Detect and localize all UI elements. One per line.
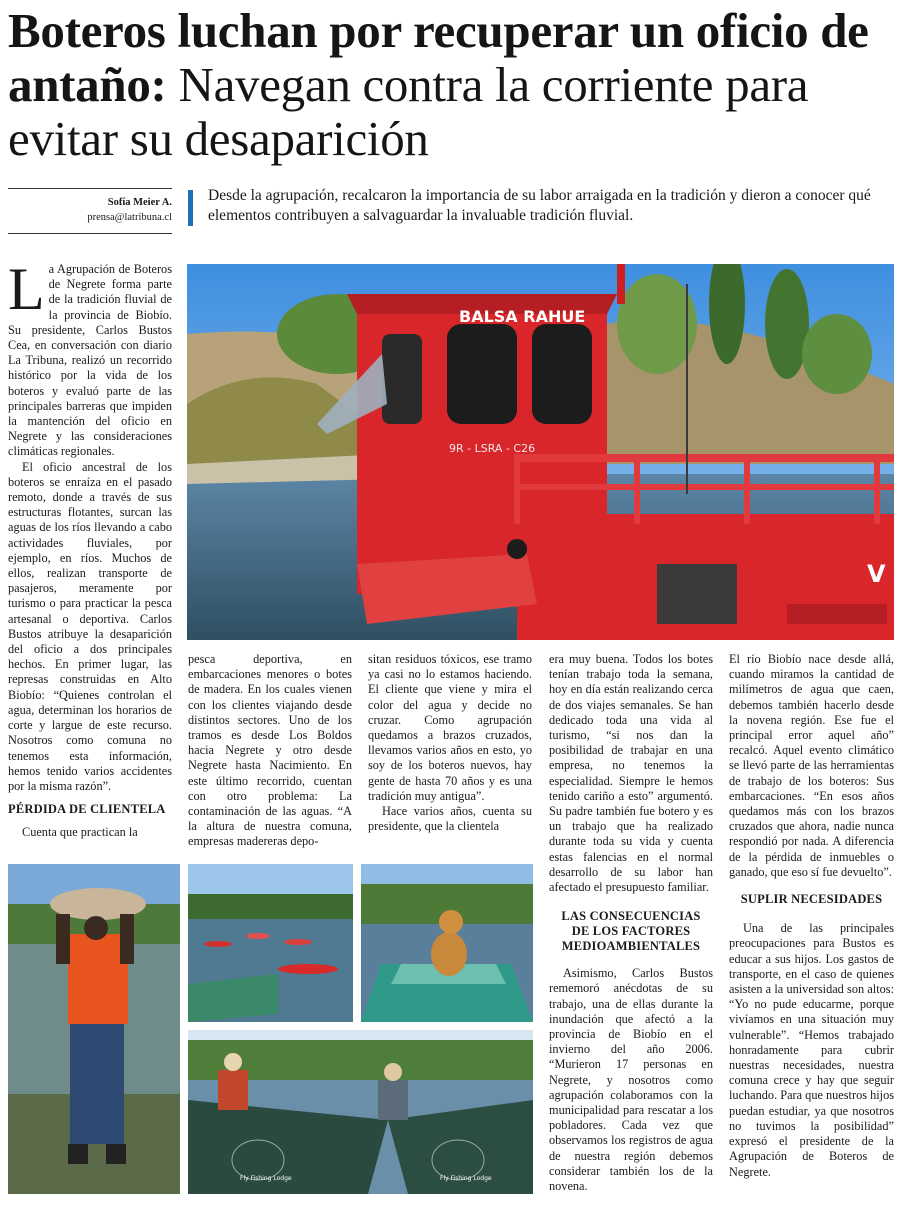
subhead-consecuencias-line-1: LAS CONSECUENCIAS [561,909,701,924]
byline [8,188,172,234]
col5-paragraph-2: Una de las principales preocupaciones para Bustos es educar a sus hijos. Los gastos de transporte, en el caso de quienes asisten a la universidad son altos: “Yo no pude educarme, porque vivíamos en una situación muy vulnerable”. “Hemos trabajado honradamente para cubrir nuestras necesidades, nuestra comuna crece y hay que seguir luchando. Para que nuestros hijos puedan estudiar, ya que nosotros no tuvimos la posibilidad” expresó el presidente de la Agrupación de Boteros de Negrete. [729,921,894,1179]
col5-paragraph-1: El río Biobío nace desde allá, cuando miramos la cantidad de milímetros de agua que caen, debemos también hacerlo desde la novena región. Ese fue el principal error aquel año” recalcó. Aquel evento climático se llevó parte de las herramientas de trabajo de los boteros: Sus embarcaciones. “En esos años quedamos más con los brazos cruzados que ahora, nadie nunca respondió por nada. A diferencia de la pérdida de inmuebles o ganado, que eso sí fue devuelto”. [729,652,894,879]
net-label-left: Fly Fishing Lodge [240,1175,292,1182]
lead-paragraph: Desde la agrupación, recalcaron la importancia de su labor arraigada en la tradición y dieron a conocer qué elementos contribuyen a salvaguardar la invaluable tradición fluvial. [208,187,871,224]
column-3 [368,652,532,834]
headline [8,4,894,166]
column-1 [8,256,172,841]
col1-paragraph-2: El oficio ancestral de los boteros se enraíza en el pasado remoto, donde a través de sus estructuras flotantes, surcan las aguas de los ríos llevando a cabo actividades fluviales, por ejemplo, en ríos. Muchos de ellos, realizan transporte de pasajeros, meramente por turismo o para practicar la pesca artesanal o deportiva. Carlos Bustos atribuye la desaparición del oficio a dos principales hechos. En primer lugar, las represas construidas en Alto Biobío: “Quienes controlan el agua, determinan los horarios de corte y largue de este recurso. Nosotros como comuna no tenemos esta información, hemos tenido varios accidentes por la misma razón”. [8,459,172,793]
headline-rest: Navegan contra la corriente para evitar su desaparición [8,57,809,166]
col4-paragraph-1: era muy buena. Todos los botes tenían trabajo toda la semana, hoy en día están realizando cerca de dos viajes semanales. Se han dedicado toda una vida al turismo, “si nos dan la posibilidad de trabajar en una empresa, no tenemos la especialidad. Siempre le hemos tenido cariño a esto” argumentó. Su padre también fue botero y es un trabajo que ha realizado durante toda su vida y cuenta estas falencias en el normal desarrollo de su labor han afectado el presupuesto familiar. [549,652,713,895]
photo-dog-on-boat [361,864,533,1022]
column-4 [549,652,713,1194]
col3-paragraph-1: sitan residuos tóxicos, ese tramo ya casi no lo estamos haciendo. El cliente que viene y mira el color del agua y decide no cruzar. Como agrupación quedamos a brazos cruzados, llevamos varios años en esto, yo soy de los boteros nuevos, hay gente de hasta 70 años y es una tradición muy antigua”. [368,652,532,803]
photo-man-with-fish [8,864,180,1194]
subhead-consecuencias [549,909,713,954]
col3-paragraph-2: Hace varios años, cuenta su presidente, que la clientela [368,804,532,834]
net-label-right: Fly Fishing Lodge [440,1175,492,1182]
boat-name-label: BALSA RAHUE [459,307,586,326]
boat-registration-label: 9R - LSRA - C26 [449,442,536,455]
column-2 [188,652,352,850]
headline-bold: Boteros luchan por recuperar un oficio de antaño: [8,3,869,112]
photo-kayaks [188,864,353,1022]
col1-paragraph-3: Cuenta que practican la [22,825,138,840]
hull-letter: V [867,560,886,588]
lead-accent-bar [188,190,193,226]
column-5 [729,652,894,1180]
col2-paragraph-1: pesca deportiva, en embarcaciones menores o botes de madera. En los cuales vienen con los clientes viajando desde distintos sectores. Uno de los tramos es desde Los Boldos hacia Negrete y otro desde Negrete hasta Nacimiento. En este último recorrido, cuentan con otro problema: La contaminación de las aguas. “A la altura de nuestra comuna, empresas madereras depo- [188,652,352,849]
author-name: Sofía Meier A. [107,197,172,208]
col4-paragraph-2: Asimismo, Carlos Bustos rememoró anécdotas de su trabajo, una de ellas durante la inundación que afectó a la provincia de Biobío en el invierno del año 2006. “Murieron 17 personas en Negrete, y nosotros como agrupación colaboramos con la municipalidad para rescatar a los pobladores. Cada vez que observamos los registros de agua de nuestra región debemos considerar también los de la novena. [549,966,713,1194]
author-email[interactable]: prensa@latribuna.cl [87,212,172,223]
subhead-perdida-clientela: PÉRDIDA DE CLIENTELA [8,802,166,817]
dropcap-letter: L [8,256,45,322]
photo-fishing-boats [188,1030,533,1194]
subhead-consecuencias-line-3: MEDIOAMBIENTALES [561,939,701,954]
subhead-suplir-necesidades: SUPLIR NECESIDADES [740,892,883,907]
subhead-consecuencias-line-2: DE LOS FACTORES [571,924,691,939]
main-photo-ferry [187,264,894,640]
col1-paragraph-1: a Agrupación de Boteros de Negrete forma parte de la tradición fluvial de la provincia de Biobío. Su presidente, Carlos Bustos Cea, en conversación con diario La Tribuna, realizó un recorrido histórico por la vida de los boteros y evaluó parte de las principales barreras que impiden la mantención del oficio en Negrete y las consideraciones climáticas regionales. [8,262,172,459]
